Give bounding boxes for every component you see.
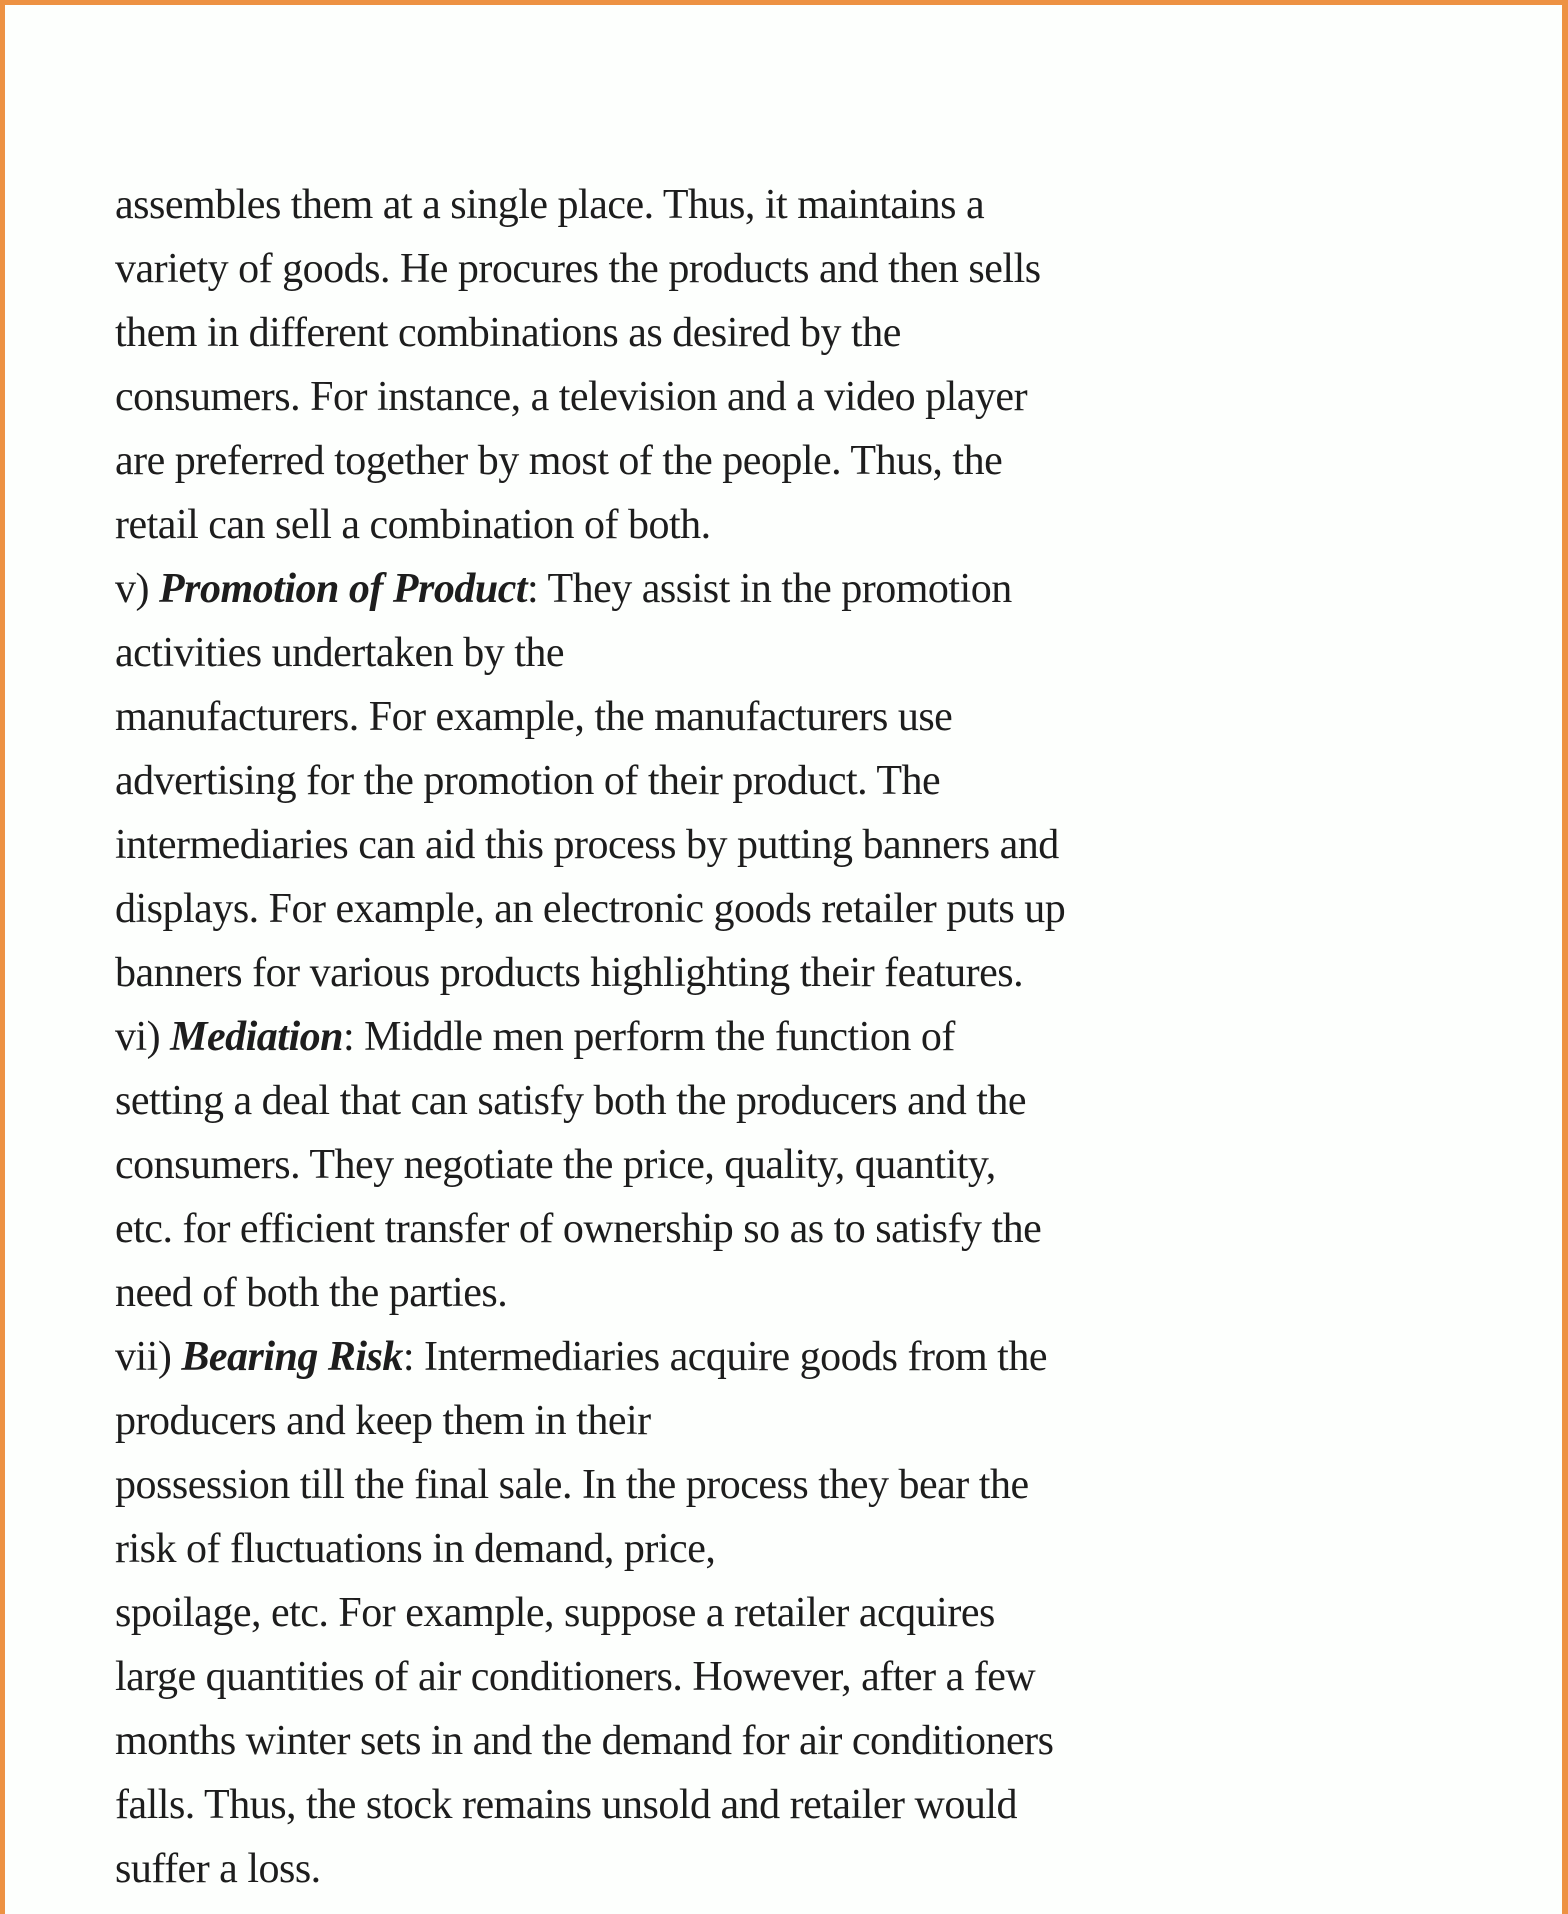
text-segment: months winter sets in and the demand for air conditioners — [115, 1718, 1054, 1764]
text-segment: producers and keep them in their — [115, 1398, 651, 1444]
text-segment: spoilage, etc. For example, suppose a retailer acquires — [115, 1590, 995, 1636]
text-segment: are preferred together by most of the people. Thus, the — [115, 438, 1003, 484]
text-line — [115, 1005, 1295, 1069]
text-segment: retail can sell a combination of both. — [115, 502, 711, 548]
text-line — [115, 941, 1295, 1005]
text-segment: falls. Thus, the stock remains unsold and retailer would — [115, 1782, 1018, 1828]
text-line — [115, 621, 1295, 685]
text-line — [115, 365, 1295, 429]
text-segment: consumers. For instance, a television and a video player — [115, 374, 1028, 420]
text-segment: suffer a loss. — [115, 1846, 321, 1892]
text-line — [115, 1133, 1295, 1197]
text-line — [115, 557, 1295, 621]
emphasized-term: Promotion of Product — [159, 566, 528, 612]
text-segment: large quantities of air conditioners. However, after a few — [115, 1654, 1036, 1700]
text-line — [115, 1709, 1295, 1773]
text-segment: vii) — [115, 1334, 182, 1380]
text-line — [115, 685, 1295, 749]
text-segment: : Middle men perform the function of — [343, 1014, 955, 1060]
text-segment: assembles them at a single place. Thus, it maintains a — [115, 182, 985, 228]
text-segment: risk of fluctuations in demand, price, — [115, 1526, 716, 1572]
text-line — [115, 1645, 1295, 1709]
text-line — [115, 429, 1295, 493]
text-line — [115, 237, 1295, 301]
text-segment: advertising for the promotion of their product. The — [115, 758, 941, 804]
text-segment: activities undertaken by the — [115, 630, 565, 676]
text-line — [115, 749, 1295, 813]
text-segment: etc. for efficient transfer of ownership so as to satisfy the — [115, 1206, 1042, 1252]
text-line — [115, 813, 1295, 877]
text-line — [115, 1197, 1295, 1261]
text-line — [115, 301, 1295, 365]
text-segment: manufacturers. For example, the manufacturers use — [115, 694, 953, 740]
text-line — [115, 877, 1295, 941]
emphasized-term: Mediation — [170, 1014, 344, 1060]
text-segment: banners for various products highlighting their features. — [115, 950, 1024, 996]
text-segment: possession till the final sale. In the process they bear the — [115, 1462, 1029, 1508]
text-line — [115, 1325, 1295, 1389]
text-line — [115, 1581, 1295, 1645]
text-segment: consumers. They negotiate the price, quality, quantity, — [115, 1142, 996, 1188]
text-line — [115, 1453, 1295, 1517]
text-line — [115, 493, 1295, 557]
text-line — [115, 173, 1295, 237]
text-segment: vi) — [115, 1014, 171, 1060]
emphasized-term: Bearing Risk — [181, 1334, 403, 1380]
text-segment: v) — [115, 566, 159, 612]
text-segment: them in different combinations as desired by the — [115, 310, 901, 356]
text-line — [115, 1261, 1295, 1325]
text-line — [115, 1773, 1295, 1837]
text-segment: need of both the parties. — [115, 1270, 508, 1316]
text-line — [115, 1389, 1295, 1453]
text-line — [115, 1517, 1295, 1581]
text-segment: variety of goods. He procures the products and then sells — [115, 246, 1041, 292]
text-segment: setting a deal that can satisfy both the producers and the — [115, 1078, 1027, 1124]
document-text — [115, 173, 1295, 1901]
text-line — [115, 1069, 1295, 1133]
text-segment: intermediaries can aid this process by putting banners and — [115, 822, 1059, 868]
text-segment: : They assist in the promotion — [527, 566, 1012, 612]
text-segment: displays. For example, an electronic goods retailer puts up — [115, 886, 1066, 932]
text-line — [115, 1837, 1295, 1901]
text-segment: : Intermediaries acquire goods from the — [402, 1334, 1047, 1380]
